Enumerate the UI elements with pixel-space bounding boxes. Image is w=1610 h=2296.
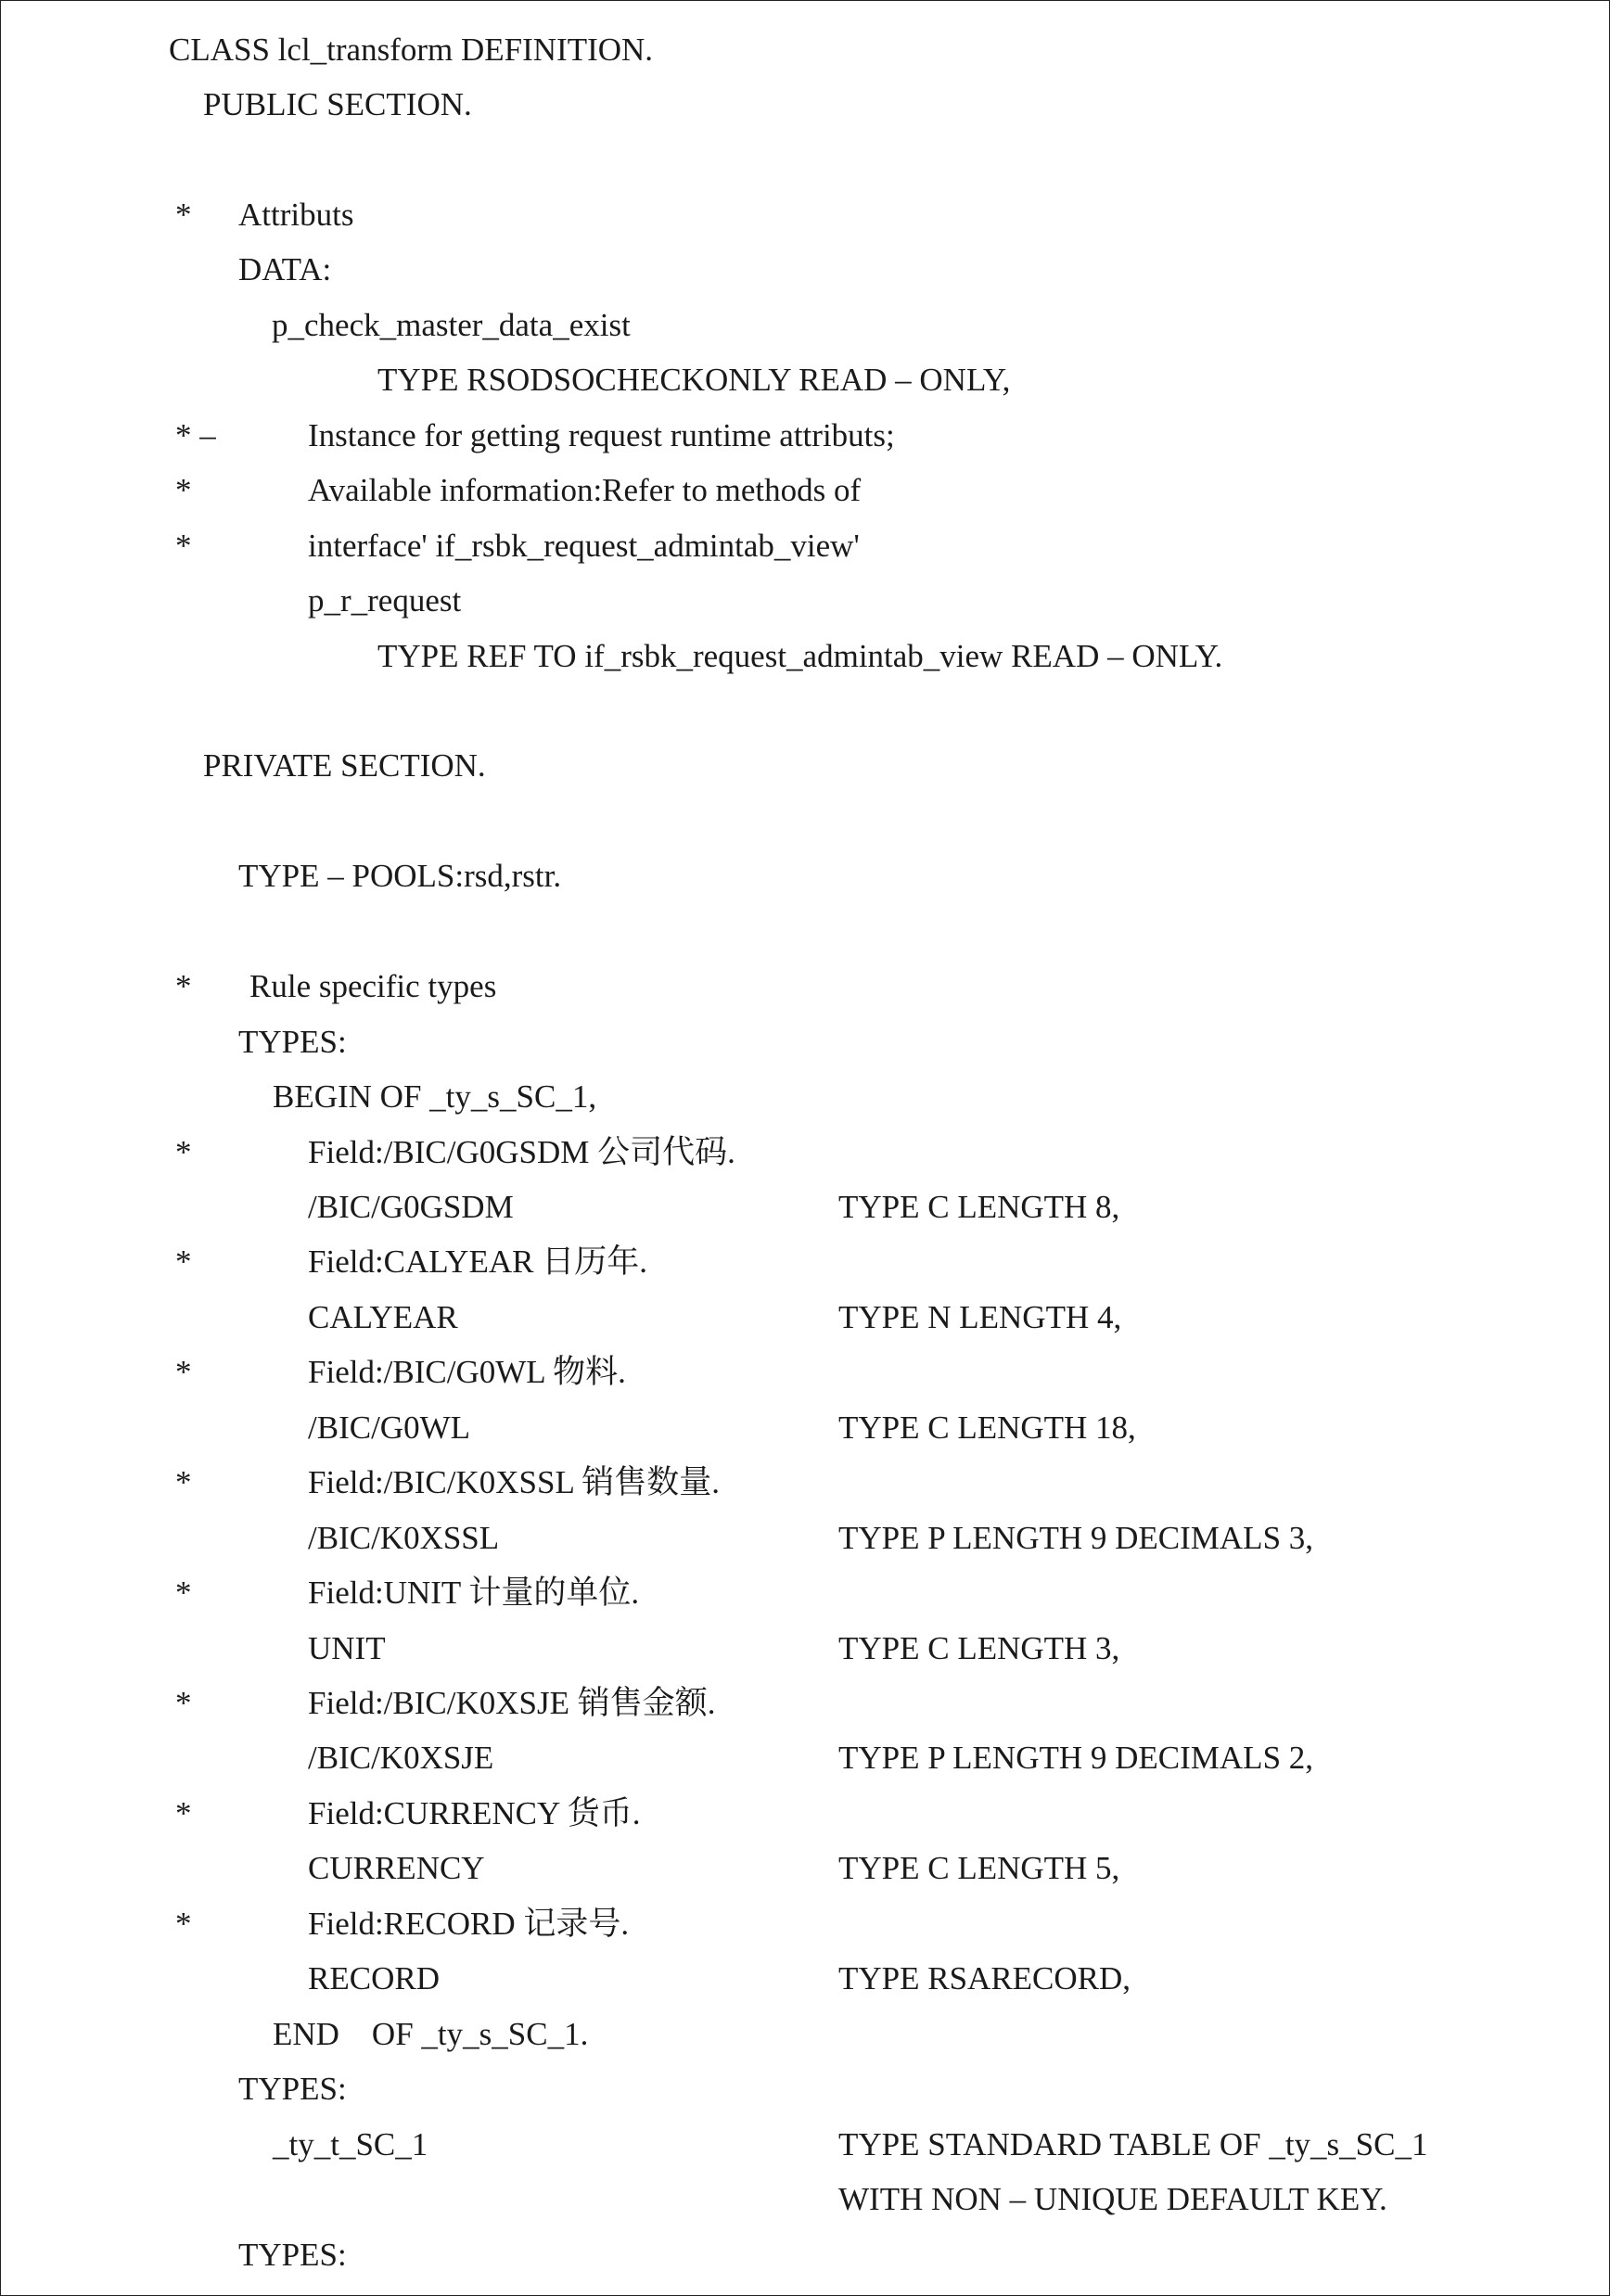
code-line <box>1 187 1609 243</box>
code-text: UNIT <box>308 1630 386 1666</box>
type-text: TYPE N LENGTH 4, <box>838 1299 1122 1335</box>
code-text: PRIVATE SECTION. <box>203 747 486 784</box>
code-text: TYPE RSODSOCHECKONLY READ – ONLY, <box>377 362 1011 398</box>
code-text: Instance for getting request runtime attributs; <box>308 417 895 453</box>
code-line <box>1 77 1609 133</box>
comment-marker: * <box>175 1575 192 1611</box>
code-line <box>1 738 1609 794</box>
code-line <box>1 1841 1609 1896</box>
type-text: TYPE C LENGTH 18, <box>838 1409 1136 1446</box>
code-line <box>1 1180 1609 1235</box>
comment-marker: * <box>175 1685 192 1721</box>
code-line <box>1 1676 1609 1731</box>
code-text: PUBLIC SECTION. <box>203 86 472 122</box>
code-line <box>1 683 1609 739</box>
type-text: TYPE C LENGTH 5, <box>838 1850 1120 1886</box>
comment-marker: * <box>175 472 192 508</box>
code-line <box>1 22 1609 78</box>
code-text: TYPES: <box>238 1024 347 1060</box>
code-line <box>1 132 1609 187</box>
code-line <box>1 1896 1609 1952</box>
code-line <box>1 629 1609 684</box>
code-line <box>1 1951 1609 2007</box>
comment-marker: * <box>175 968 192 1004</box>
code-line <box>1 1400 1609 1456</box>
comment-marker: * <box>175 1906 192 1942</box>
code-line <box>1 573 1609 629</box>
type-text: WITH NON – UNIQUE DEFAULT KEY. <box>838 2181 1387 2217</box>
code-text: DATA: <box>238 251 332 287</box>
code-text: TYPE REF TO if_rsbk_request_admintab_view READ – ONLY. <box>377 638 1223 674</box>
code-line <box>1 848 1609 904</box>
code-line <box>1 242 1609 298</box>
code-text: Rule specific types <box>249 968 497 1004</box>
code-text: /BIC/G0GSDM <box>308 1189 514 1225</box>
type-text: TYPE RSARECORD, <box>838 1960 1131 1996</box>
code-line <box>1 2172 1609 2227</box>
code-line <box>1 2007 1609 2062</box>
code-text: Field:RECORD 记录号. <box>308 1906 630 1942</box>
code-line <box>1 1511 1609 1566</box>
code-line <box>1 904 1609 960</box>
code-line <box>1 518 1609 574</box>
code-line <box>1 2117 1609 2173</box>
code-line <box>1 352 1609 408</box>
code-line <box>1 1565 1609 1621</box>
code-line <box>1 1069 1609 1125</box>
type-text: TYPE STANDARD TABLE OF _ty_s_SC_1 <box>838 2126 1428 2162</box>
type-text: TYPE P LENGTH 9 DECIMALS 2, <box>838 1740 1314 1776</box>
code-line <box>1 408 1609 464</box>
code-line <box>1 1345 1609 1400</box>
code-line <box>1 1621 1609 1677</box>
code-text: Field:/BIC/K0XSSL 销售数量. <box>308 1464 721 1500</box>
code-text: Field:/BIC/G0GSDM 公司代码. <box>308 1134 735 1170</box>
comment-marker: * <box>175 1134 192 1170</box>
code-text: /BIC/K0XSSL <box>308 1520 500 1556</box>
comment-marker: * <box>175 1354 192 1390</box>
comment-marker: * – <box>175 417 216 453</box>
code-line <box>1 2227 1609 2283</box>
code-text: _ty_t_SC_1 <box>273 2126 428 2162</box>
code-text: TYPES: <box>238 2071 347 2107</box>
code-text: TYPES: <box>238 2237 347 2273</box>
code-line <box>1 1125 1609 1180</box>
comment-marker: * <box>175 1244 192 1280</box>
code-text: p_r_request <box>308 582 462 619</box>
comment-marker: * <box>175 197 192 233</box>
comment-marker: * <box>175 1464 192 1500</box>
code-text: CURRENCY <box>308 1850 485 1886</box>
code-line <box>1 298 1609 353</box>
code-line <box>1 1786 1609 1842</box>
code-text: END OF _ty_s_SC_1. <box>273 2016 589 2052</box>
comment-marker: * <box>175 1795 192 1831</box>
comment-marker: * <box>175 528 192 564</box>
code-text: CLASS lcl_transform DEFINITION. <box>169 32 654 68</box>
code-text: Available information:Refer to methods of <box>308 472 862 508</box>
code-text: TYPE – POOLS:rsd,rstr. <box>238 858 562 894</box>
type-text: TYPE C LENGTH 8, <box>838 1189 1120 1225</box>
code-line <box>1 463 1609 518</box>
code-text: CALYEAR <box>308 1299 458 1335</box>
code-line <box>1 1730 1609 1786</box>
code-text: Field:CURRENCY 货币. <box>308 1795 641 1831</box>
code-text: Field:CALYEAR 日历年. <box>308 1244 647 1280</box>
code-text: Field:/BIC/K0XSJE 销售金额. <box>308 1685 716 1721</box>
code-line <box>1 2061 1609 2117</box>
code-line <box>1 1455 1609 1511</box>
code-line <box>1 794 1609 849</box>
type-text: TYPE C LENGTH 3, <box>838 1630 1120 1666</box>
code-text: RECORD <box>308 1960 440 1996</box>
code-text: p_check_master_data_exist <box>272 307 631 343</box>
code-line <box>1 1014 1609 1070</box>
code-text: Field:/BIC/G0WL 物料. <box>308 1354 626 1390</box>
code-text: interface' if_rsbk_request_admintab_view' <box>308 528 860 564</box>
code-line <box>1 1234 1609 1290</box>
code-text: Field:UNIT 计量的单位. <box>308 1575 640 1611</box>
code-text: /BIC/K0XSJE <box>308 1740 494 1776</box>
code-text: BEGIN OF _ty_s_SC_1, <box>273 1078 597 1115</box>
code-line <box>1 959 1609 1014</box>
code-line <box>1 1290 1609 1346</box>
code-text: Attributs <box>238 197 354 233</box>
type-text: TYPE P LENGTH 9 DECIMALS 3, <box>838 1520 1314 1556</box>
code-text: /BIC/G0WL <box>308 1409 470 1446</box>
